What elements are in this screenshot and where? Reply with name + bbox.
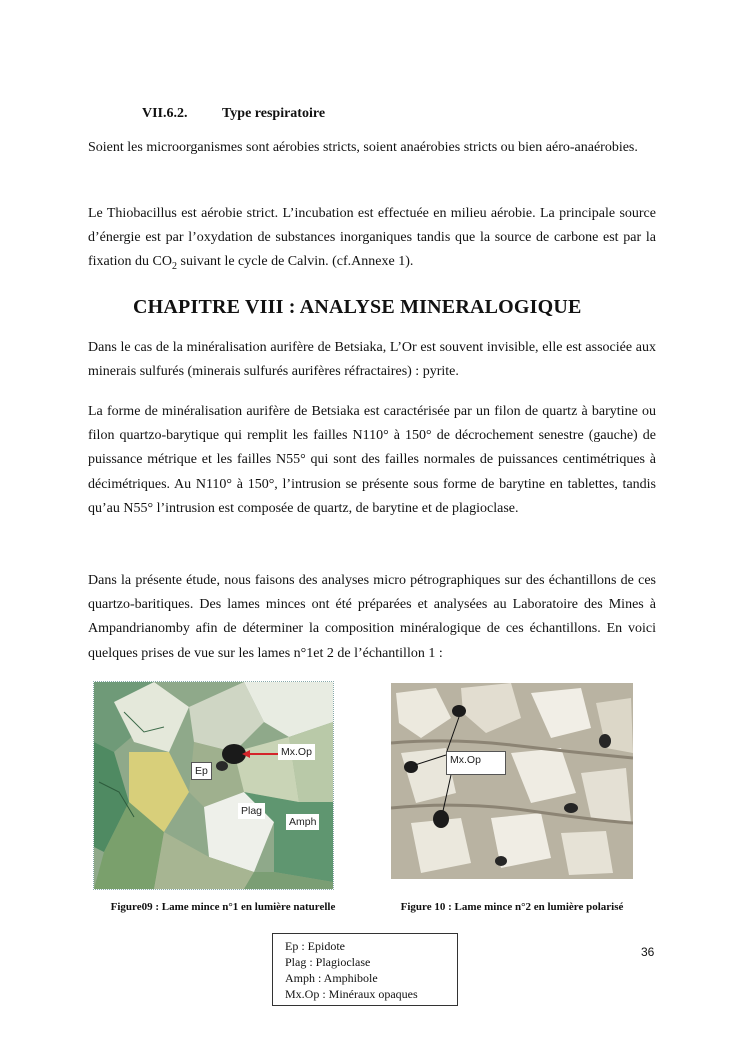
paragraph-betsiaka-gold: Dans le cas de la minéralisation aurifère de Betsiaka, L’Or est souvent invisible, elle est associée aux minerais sulfurés (minerais sulfurés aurifères réfractaires) : pyrite. [88, 340, 656, 380]
thin-section-2-image [391, 683, 633, 879]
paragraph-respiratory-type: Soient les microorganismes sont aérobies stricts, soient anaérobies stricts ou bien aéro-anaérobies. [88, 140, 638, 155]
chapter-title: CHAPITRE VIII : ANALYSE MINERALOGIQUE [133, 296, 582, 318]
legend-item: Plag : Plagioclase [285, 955, 371, 969]
paragraph-mineralisation-form: La forme de minéralisation aurifère de Betsiaka est caractérisée par un filon de quartz à barytine ou filon quartzo-barytique qui remplit les failles N110° à 150° de décrochement senestre (gauche) de puissance métrique et les failles N55° qui sont des failles normales de puissances centimétriques à décimétriques. Au N110° à 150°, l’intrusion se présente sous forme de barytine en tablettes, tandis qu’au N55° l’intrusion est composée de quartz, de barytine et de plagioclase. [88, 404, 656, 516]
abbreviation-legend [272, 933, 458, 1006]
legend-item: Ep : Epidote [285, 939, 345, 953]
label-mxop: Mx.Op [446, 751, 506, 775]
figure-09-caption: Figure09 : Lame mince n°1 en lumière naturelle [110, 901, 336, 913]
legend-item: Amph : Amphibole [285, 971, 378, 985]
figure-10-caption: Figure 10 : Lame mince n°2 en lumière polarisé [400, 901, 624, 913]
legend-item: Mx.Op : Minéraux opaques [285, 987, 418, 1001]
figure-09-thin-section [93, 681, 334, 890]
p2-text-before: Le Thiobacillus est aérobie strict. L’incubation est effectuée en milieu aérobie. La principale source d’énergie est par l’oxydation de substances inorganiques tandis que la source de carbone est par la fixation du CO [88, 206, 656, 270]
paragraph-thiobacillus [88, 202, 656, 279]
label-amph: Amph [286, 814, 319, 830]
paragraph-study: Dans la présente étude, nous faisons des analyses micro pétrographiques sur des échantillons de ces quartzo-baritiques. Des lames minces ont été préparées et analysées au Laboratoire des Mines à Ampandrianomby afin de déterminer la composition minéralogique de ces échantillons. En voici quelques prises de vue sur les lames n°1et 2 de l’échantillon 1 : [88, 573, 656, 661]
label-plag: Plag [238, 803, 265, 819]
page-number: 36 [641, 945, 655, 959]
section-title: Type respiratoire [222, 106, 326, 121]
figure-10-thin-section [391, 683, 633, 879]
thin-section-1-image [94, 682, 333, 889]
p2-text-after: suivant le cycle de Calvin. (cf.Annexe 1). [177, 254, 414, 270]
section-heading [142, 106, 325, 122]
co2-subscript: 2 [172, 261, 177, 273]
label-mxop: Mx.Op [278, 744, 315, 760]
label-ep: Ep [191, 762, 212, 780]
section-number: VII.6.2. [142, 106, 188, 121]
